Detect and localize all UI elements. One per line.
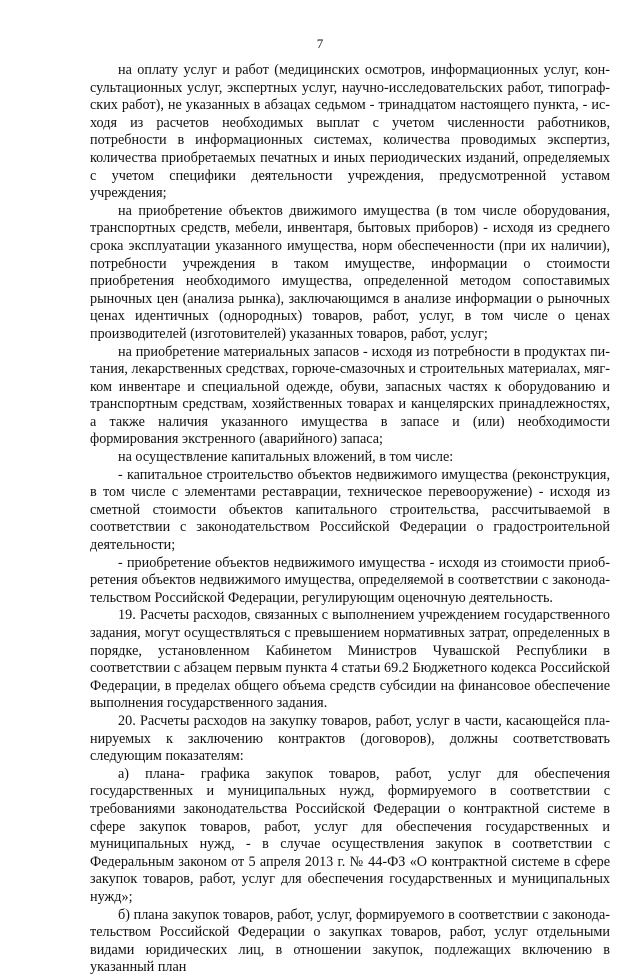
paragraph-item-20: 20. Расчеты расходов на закупку товаров, работ, услуг в части, касающейся планируемых к заключению контрактов (договоров), должны соответствовать следующим показателям: [90, 712, 610, 765]
paragraph-movable-property: на приобретение объектов движимого имущества (в том числе оборудования, транспортных средств, мебели, инвентаря, бытовых приборов) - исходя из среднего срока эксплуатации указанного имущества, норм обеспеченности (при их наличии), потребности учреждения в таком имуществе, информации о стоимости приобретения необходимого имущества, определенной методом сопоставимых рыночных цен (анализа рынка), заключающимся в анализе информации о рыночных ценах идентичных (однородных) товаров, работ, услуг, в том числе о ценах производителей (изготовителей) указанных товаров, работ, услуг; [90, 202, 610, 342]
paragraph-real-estate-acquisition: - приобретение объектов недвижимого имущества - исходя из стоимости приобретения объектов недвижимого имущества, определяемой в соответствии с законодательством Российской Федерации, регулирующим оценочную деятельность. [90, 554, 610, 606]
page-number: 7 [316, 36, 324, 51]
paragraph-capital-investments: на осуществление капитальных вложений, в том числе: [118, 449, 454, 466]
paragraph-material-stocks: на приобретение материальных запасов - исходя из потребности в продуктах питания, лекарственных средствах, горюче-смазочных и строительных материалах, мягком инвентаре и специальной одежде, обуви, запасных частях к оборудованию и транспортным средствам, хозяйственных товарах и канцелярских принадлежностях, а также наличия указанного имущества в запасе и (или) необходимости формирования экстренного (аварийного) запаса; [90, 343, 610, 448]
paragraph-item-19: 19. Расчеты расходов, связанных с выполнением учреждением государственного задания, могут осуществляться с превышением нормативных затрат, определенных в порядке, установленном Кабинетом Министров Чувашской Республики в соответствии с абзацем первым пункта 4 статьи 69.2 Бюджетного кодекса Российской Федерации, в пределах общего объема средств субсидии на финансовое обеспечение выполнения государственного задания. [90, 607, 610, 712]
paragraph-services-payment: на оплату услуг и работ (медицинских осмотров, информационных услуг, консультационных услуг, экспертных услуг, научно-исследовательских работ, типографских работ), не указанных в абзацах седьмом - тринадцатом настоящего пункта, - исходя из расчетов необходимых выплат с учетом численности работников, потребности в информационных системах, количества проводимых экспертиз, количества приобретаемых печатных и иных периодических изданий, определяемых с учетом специфики деятельности учреждения, предусмотренной уставом учреждения; [90, 62, 610, 202]
paragraph-item-20-a: а) плана- графика закупок товаров, работ, услуг для обеспечения государственных и муниципальных нужд, формируемого в соответствии с требованиями законодательства Российской Федерации о контрактной системе в сфере закупок товаров, работ, услуг для обеспечения государственных и муниципальных нужд, - в случае осуществления закупок в соответствии с Федеральным законом от 5 апреля 2013 г. № 44-ФЗ «О контрактной системе в сфере закупок товаров, работ, услуг для обеспечения государственных и муниципальных нужд»; [90, 765, 610, 905]
paragraph-capital-construction: - капитальное строительство объектов недвижимого имущества (реконструкция, в том числе с элементами реставрации, техническое перевооружение) - исходя из сметной стоимости объектов капитального строительства, рассчитываемой в соответствии с законодательством Российской Федерации о градостроительной деятельности; [90, 466, 610, 554]
document-body [90, 62, 610, 977]
paragraph-item-20-b: б) плана закупок товаров, работ, услуг, формируемого в соответствии с законодательством Российской Федерации о закупках товаров, работ, услуг отдельными видами юридических лиц, в отношении закупок, подлежащих включению в указанный план [90, 906, 610, 976]
